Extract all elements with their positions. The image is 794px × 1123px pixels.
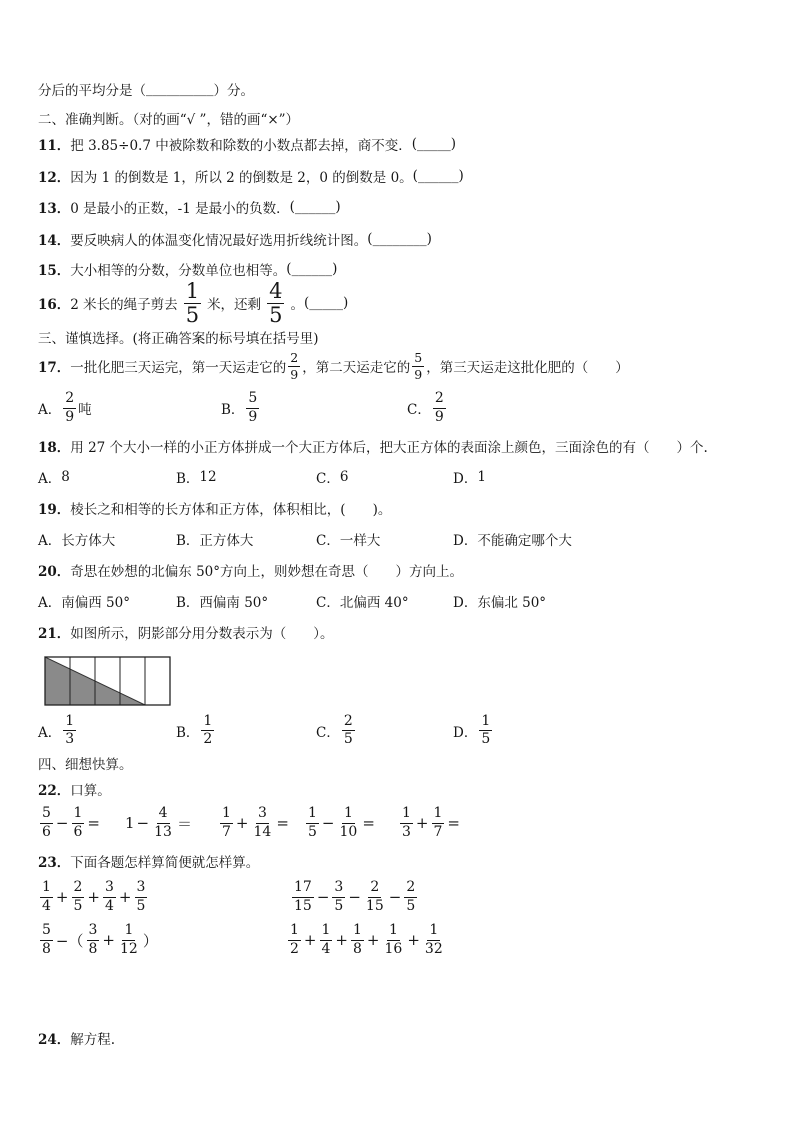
fraction-denominator: 13 [154,823,172,840]
math-symbol: − [321,814,335,832]
question-text: 2 米长的绳子剪去 [70,297,178,313]
fraction [252,806,274,840]
option-label: A． [38,595,62,611]
fraction-denominator: 3 [65,731,75,747]
question-text: 棱长之和相等的长方体和正方体，体积相比，( )。 [70,502,392,518]
question-text: 要反映病人的体温变化情况最好选用折线统计图。 [70,233,368,249]
fraction [201,714,214,748]
math-symbol: ） [142,931,158,950]
fraction-numerator: 2 [433,391,446,408]
option-c [316,592,409,610]
section-heading-judge [38,109,299,127]
option-label: D． [453,533,478,549]
question-number: 14． [38,233,71,249]
option-text: 正方体大 [199,533,254,549]
fraction [63,714,76,748]
question-number: 21． [38,626,71,642]
fraction-numerator: 1 [306,806,319,823]
fraction [40,923,53,957]
fraction-numerator: 1 [427,923,440,940]
question-number: 20． [38,564,71,580]
option-label: C． [316,724,340,741]
fraction-denominator: 5 [308,823,317,840]
mental-calc-expression [398,805,461,841]
option-c [316,713,357,748]
fraction-denominator: 5 [73,897,83,914]
fraction [433,391,446,425]
math-symbol: = [362,814,375,832]
option-c [407,392,448,424]
fraction [72,880,85,914]
question-number: 11． [38,138,71,154]
fraction-numerator: 3 [135,880,148,897]
option-label: A． [38,402,62,418]
fraction-denominator: 5 [406,897,416,914]
fraction-numerator: 3 [256,806,269,823]
answer-blank: (______) [289,199,341,215]
fraction-denominator: 15 [294,897,312,914]
fraction [246,391,259,425]
shaded-rectangle-figure [44,656,171,707]
fraction-denominator: 8 [88,940,98,957]
question-text: 把 3.85÷0.7 中被除数和除数的小数点都去掉，商不变． [70,138,412,154]
section-heading-calc [38,754,133,772]
question-24 [38,1029,115,1047]
question-19 [38,499,391,517]
question-text: 0 是最小的正数，-1 是最小的负数． [70,201,290,217]
question-20 [38,561,463,579]
fraction-numerator: 1 [220,806,233,823]
question-text: 用 27 个大小一样的小正方体拼成一个大正方体后，把大正方体的表面涂上颜色，三面涂色的有（ ）个. [70,440,708,456]
option-a [38,392,92,424]
fraction-denominator: 15 [365,897,384,914]
mental-calc-expression [304,805,376,841]
question-19-options [0,530,794,548]
fraction-denominator: 4 [105,897,114,914]
math-symbol: − [316,888,330,906]
question-14 [38,230,432,248]
fraction [364,880,386,914]
option-label: C． [316,471,340,487]
fraction-numerator: 1 [185,278,200,303]
option-label: D． [453,595,478,611]
math-symbol: = [276,814,289,832]
fraction-numerator: 4 [269,278,283,303]
option-a [38,713,78,748]
option-label: C． [316,595,340,611]
option-b [176,468,217,486]
fraction [152,806,174,840]
option-label: A． [38,533,62,549]
fraction-denominator: 5 [481,731,491,747]
fraction-denominator: 9 [414,366,423,382]
math-symbol: − [55,814,69,832]
fraction-denominator: 16 [384,940,403,957]
fraction-denominator: 3 [402,823,411,840]
option-suffix: 吨 [78,402,92,418]
option-d [453,530,572,548]
question-number: 23． [38,855,71,871]
option-a [38,530,115,548]
question-text: 因为 1 的倒数是 1，所以 2 的倒数是 2，0 的倒数是 0。 [70,170,413,186]
option-label: B． [221,402,245,418]
math-symbol: ＝ [176,814,192,833]
mental-calc-expression [124,805,193,841]
fraction [267,278,284,327]
option-label: B． [176,724,200,741]
question-text: 米，还剩 [207,297,262,313]
math-symbol: 1 [125,814,135,832]
option-b [221,392,261,424]
section-heading: 二、准确判断。（对的画“√ ”，错的画“×”） [38,112,300,128]
fraction-numerator: 2 [368,880,381,897]
fraction [400,806,413,840]
fraction [412,351,424,382]
option-a [38,592,130,610]
fraction-numerator: 1 [432,806,445,823]
fraction-denominator: 5 [136,897,146,914]
fraction-denominator: 5 [343,731,353,747]
answer-blank: (______) [412,168,464,184]
option-label: B． [176,471,200,487]
fraction-numerator: 1 [288,923,301,940]
option-label: D． [453,471,478,487]
option-d [453,592,546,610]
fraction [404,880,417,914]
fraction-denominator: 5 [334,897,344,914]
option-text: 南偏西 50° [61,595,130,611]
question-number: 12． [38,170,71,186]
fraction-numerator: 1 [351,923,364,940]
fraction-denominator: 2 [203,731,213,747]
fraction [63,391,76,425]
mental-calc-expression [38,805,101,841]
fraction [184,278,201,327]
option-text: 12 [199,469,217,485]
question-20-options [0,592,794,610]
fraction-denominator: 6 [42,823,51,840]
fraction-denominator: 4 [42,897,51,914]
fraction-numerator: 2 [342,714,355,731]
option-label: A． [38,724,62,741]
fraction-numerator: 3 [103,880,116,897]
fraction-denominator: 2 [290,940,299,957]
option-a [38,468,70,486]
question-number: 19． [38,502,71,518]
option-label: B． [176,595,200,611]
math-symbol: + [407,931,420,949]
option-c [316,530,380,548]
fraction-numerator: 1 [72,806,85,823]
math-symbol: + [118,888,132,906]
question-17 [38,350,629,382]
fraction-numerator: 5 [40,806,53,823]
option-label: C． [316,533,340,549]
fraction-numerator: 2 [63,391,76,408]
simplify-expression [290,879,419,915]
option-label: C． [407,402,431,418]
fraction [103,880,116,914]
answer-blank: (______) [286,261,338,277]
question-text: 如图所示，阴影部分用分数表示为（ ）。 [70,626,334,642]
math-symbol: + [87,888,100,906]
answer-blank: (_____) [411,136,457,152]
fraction-numerator: 5 [414,349,423,365]
question-text: 。 [290,297,304,313]
fraction-numerator: 1 [122,923,135,940]
fraction [40,806,53,840]
question-21 [38,623,334,641]
fraction-numerator: 4 [157,806,170,823]
question-number: 18． [38,440,71,456]
fraction [351,923,364,957]
fraction-denominator: 4 [321,940,331,957]
math-symbol: + [366,931,380,949]
answer-blank: (________) [367,231,432,247]
fraction [87,923,100,957]
math-symbol: + [415,814,429,832]
answer-blank: __________ [146,81,214,97]
option-label: A． [38,471,62,487]
fraction-denominator: 6 [73,823,83,840]
section-heading: 四、细想快算。 [38,757,133,773]
question-17-options [0,392,794,424]
fraction [220,806,233,840]
question-12 [38,167,464,185]
fraction-denominator: 9 [290,366,299,382]
fraction-numerator: 1 [201,714,214,731]
question-11 [38,135,456,153]
question-text: 口算。 [70,783,111,799]
fraction [288,923,301,957]
math-symbol: + [55,888,69,906]
option-b [176,530,253,548]
question-15 [38,260,337,278]
fraction-denominator: 8 [353,940,362,957]
fraction-numerator: 5 [40,923,53,940]
fraction [342,714,355,748]
fraction-denominator: 7 [222,823,231,840]
option-text: 8 [61,469,70,485]
option-text: 东偏北 50° [477,595,547,611]
fraction-denominator: 14 [253,823,272,840]
fraction [423,923,445,957]
math-symbol: − [136,814,150,832]
fraction-denominator: 10 [339,823,358,840]
question-number: 22． [38,783,71,799]
option-label: B． [176,533,200,549]
fraction-numerator: 17 [292,880,314,897]
fraction-numerator: 1 [342,806,355,823]
math-symbol: = [447,814,460,832]
option-text: 西偏南 50° [199,595,269,611]
simplify-expression [286,922,447,958]
fraction-denominator: 9 [65,408,75,425]
option-d [453,468,486,486]
fraction [320,923,333,957]
option-text: 不能确定哪个大 [477,533,572,549]
question-16 [38,278,349,327]
option-text: 北偏西 40° [339,595,409,611]
fraction [135,880,148,914]
fraction-numerator: 1 [387,923,400,940]
fraction-numerator: 1 [479,714,492,731]
question-text: 解方程. [70,1032,116,1048]
fraction-denominator: 12 [120,940,138,957]
fraction-denominator: 8 [42,940,51,957]
option-b [176,592,268,610]
question-21-options [0,713,794,748]
math-symbol: − [348,888,361,906]
question-number: 17． [38,360,71,376]
question-22 [38,780,111,798]
fraction [288,351,300,382]
question-13 [38,198,341,216]
question-text-tail: ）分。 [213,83,254,99]
answer-blank: (_____) [303,295,349,311]
fraction [292,880,314,914]
fraction-numerator: 2 [290,349,299,365]
option-text: 长方体大 [61,533,116,549]
section-heading-choice [38,328,319,346]
fraction [383,923,405,957]
section-heading: 三、谨慎选择。(将正确答案的标号填在括号里) [38,331,319,347]
fraction-numerator: 1 [320,923,333,940]
fraction-numerator: 1 [40,880,53,897]
question-18-options [0,468,794,486]
fraction-denominator: 9 [248,408,258,425]
fraction [479,714,492,748]
question-18 [38,437,708,455]
option-text: 6 [339,469,349,485]
math-symbol: −（ [55,931,84,950]
question-number: 16． [38,297,71,313]
fraction [338,806,360,840]
math-symbol: + [235,814,249,832]
option-d [453,713,494,748]
question-number: 15． [38,263,71,279]
question-text: 一批化肥三天运完，第一天运走它的 [70,360,287,376]
fraction-denominator: 7 [433,823,443,840]
fraction [72,806,85,840]
question-23 [38,852,259,870]
fraction-numerator: 5 [246,391,259,408]
option-text: 一样大 [339,533,381,549]
question-text: 分后的平均分是（ [38,83,146,99]
question-text: ，第二天运走它的 [302,360,411,376]
option-c [316,468,348,486]
question-text: 下面各题怎样算简便就怎样算。 [70,855,260,871]
fraction-numerator: 1 [400,806,413,823]
question-number: 13． [38,201,71,217]
math-symbol: + [303,931,317,949]
mental-calc-expression [218,805,290,841]
simplify-expression [38,879,149,915]
math-symbol: = [87,814,100,832]
question-text: 奇思在妙想的北偏东 50°方向上，则妙想在奇思（ ）方向上。 [70,564,464,580]
simplify-expression [38,922,159,958]
option-b [176,713,216,748]
math-symbol: + [335,931,348,949]
fraction [118,923,140,957]
fraction-numerator: 3 [332,880,345,897]
math-symbol: − [388,888,402,906]
option-label: D． [453,724,478,741]
fraction-numerator: 2 [404,880,417,897]
fraction-numerator: 2 [72,880,85,897]
fraction-denominator: 32 [424,940,443,957]
fraction-numerator: 1 [63,714,76,731]
fraction-denominator: 5 [269,302,283,327]
fraction [432,806,445,840]
question-text: ，第三天运走这批化肥的（ ） [426,360,629,376]
math-symbol: + [102,931,115,949]
fraction [306,806,319,840]
question-text: 大小相等的分数，分数单位也相等。 [70,263,287,279]
fraction [332,880,345,914]
intro-line [38,80,254,98]
fraction [40,880,53,914]
fraction-numerator: 3 [87,923,100,940]
fraction-denominator: 5 [185,302,200,327]
question-number: 24． [38,1032,71,1048]
fraction-denominator: 9 [434,408,444,425]
option-text: 1 [477,469,486,485]
